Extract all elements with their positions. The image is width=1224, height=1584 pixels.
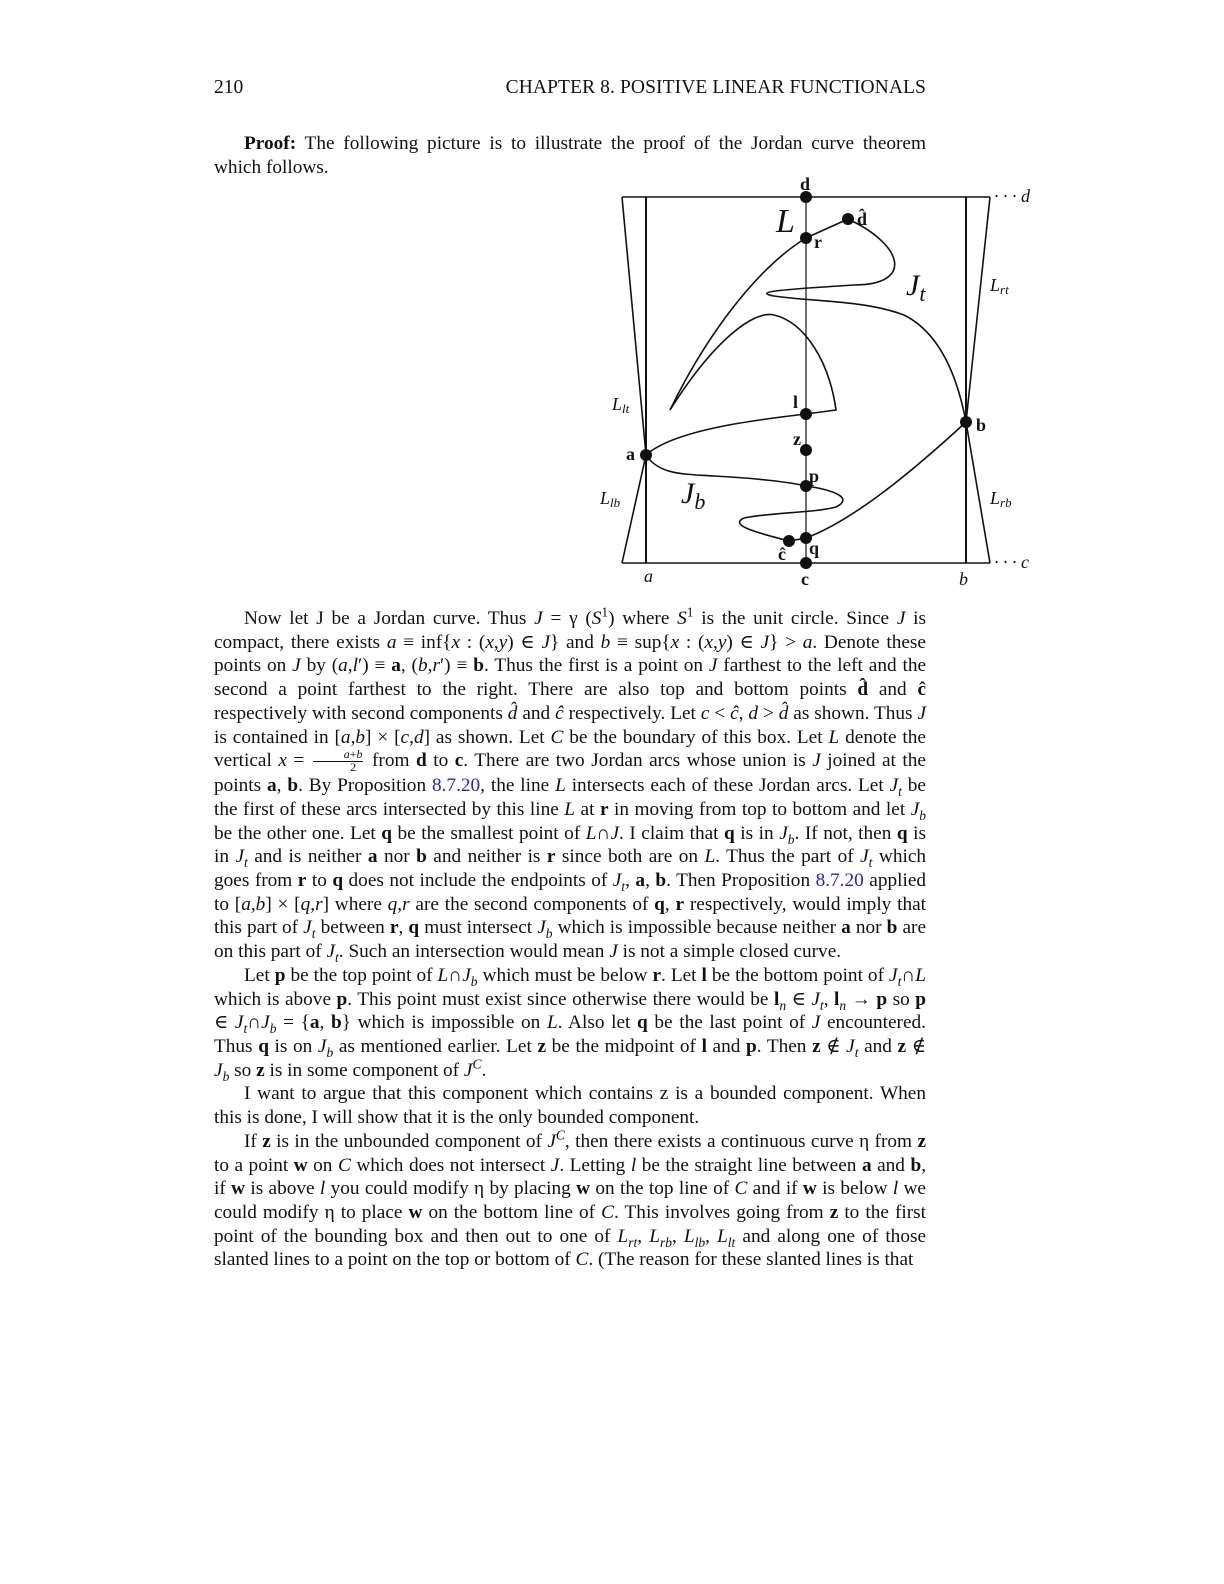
label-Jt: $J_t$ — [906, 269, 926, 306]
label-Lrt: Lrt — [990, 275, 1009, 297]
paragraph-3: I want to argue that this component which contains z is a bounded component. When this is done, I will show that it is the only bounded component. — [214, 1083, 926, 1129]
fraction: $\frac{a+b}{2}$ — [313, 749, 364, 774]
curve-Jb — [646, 414, 806, 455]
jordan-curve-figure — [384, 168, 1030, 593]
label-r: r — [814, 232, 822, 252]
paragraph-1: Now let J be a Jordan curve. Thus J = γ $(S^1)$ where $S^1$ is the unit circle. Since J is compact, there exists a ≡ inf{x : (x,y) ∈ J} and b ≡ sup{x : (x,y) ∈ J} > a. Denote these points on J by (a,l′) ≡ a, (b,r′) ≡ b. Thus the first is a point on J farthest to the left and the second a point farthest to the right. There are also top and bottom points d̂ and ĉ respectively with second components d̂ and ĉ respectively. Let c < ĉ, d > d̂ as shown. Thus J is contained in [a,b] × [c,d] as shown. Let C be the boundary of this box. Let L denote the vertical x = $\frac{a+b}{2}$ from d to c. There are two Jordan arcs whose union is J joined at the points a, b. By Proposition 8.7.20, the line L intersects each of these Jordan arcs. Let $J_t$ be the first of these arcs intersected by this line L at r in moving from top to bottom and let $J_b$ be the other one. Let q be the smallest point of L∩J. I claim that q is in $J_b$. If not, then q is in $J_t$ and is neither a nor b and neither is r since both are on L. Thus the part of $J_t$ which goes from r to q does not include the endpoints of $J_t$, a, b. Then Proposition 8.7.20 applied to [a,b] × [q,r] where q,r are the second components of q, r respectively, would imply that this part of $J_t$ between r, q must intersect $J_b$ which is impossible because neither a nor b are on this part of $J_t$. Such an intersection would mean J is not a simple closed curve. — [214, 604, 927, 966]
label-q: q — [809, 538, 820, 558]
proposition-link[interactable]: 8.7.20 — [431, 775, 481, 797]
intro-text: The following picture is to illustrate the proof of the Jordan curve theorem which follows. — [214, 133, 926, 178]
label-Llt: Llt — [612, 394, 630, 416]
label-b: b — [976, 415, 987, 435]
label-p: p — [809, 466, 820, 486]
axis-label-a: a — [644, 566, 653, 586]
label-Llb: Llb — [600, 488, 621, 510]
proof-label: Proof: — [244, 133, 297, 154]
figure-svg — [384, 168, 1030, 593]
point-b — [960, 416, 972, 428]
point-c — [800, 557, 812, 569]
point-l — [800, 408, 812, 420]
point-d-hat — [842, 213, 854, 225]
axis-label-b: b — [959, 569, 968, 589]
label-L: L — [776, 203, 795, 240]
body-text — [214, 604, 927, 1272]
label-Jb: $J_b$ — [681, 477, 706, 514]
page-number: 210 — [214, 77, 244, 98]
paragraph-2: Let p be the top point of $L\cap J_b$ which must be below r. Let l be the bottom point of $J_t\cap L$ which is above p. This point must exist since otherwise there would be $l_n$ ∈ $J_t$, $l_n \to p$ so p ∈ $J_t\cap J_b = \{a$, b} which is impossible on L. Also let q be the last point of J encountered. Thus q is on $J_b$ as mentioned earlier. Let z be the midpoint of l and p. Then z ∉ $J_t$ and z ∉ $J_b$ so z is in some component of $J^C$. — [214, 964, 927, 1084]
label-d-hat: d̂ — [857, 209, 868, 229]
label-a: a — [626, 444, 635, 464]
point-a — [640, 449, 652, 461]
point-r — [800, 232, 812, 244]
label-Lrb: Lrb — [990, 488, 1012, 510]
label-c-hat: ĉ — [778, 544, 786, 564]
point-z — [800, 444, 812, 456]
label-d: d — [800, 174, 811, 194]
label-c: c — [801, 569, 809, 589]
axis-label-d: · · · d — [994, 186, 1030, 206]
label-z: z — [793, 429, 801, 449]
proposition-link[interactable]: 8.7.20 — [815, 870, 864, 892]
paragraph-4: If z is in the unbounded component of $J^C$, then there exists a continuous curve η from z to a point w on C which does not intersect J. Letting l be the straight line between a and b, if w is above l you could modify η by placing w on the top line of C and if w is below l we could modify η to place w on the bottom line of C. This involves going from z to the first point of the bounding box and then out to one of $L_{rt}$, $L_{rb}$, $L_{lb}$, $L_{lt}$ and along one of those slanted lines to a point on the top or bottom of C. (The reason for these slanted lines is that — [214, 1127, 927, 1271]
slanted-left-line — [622, 197, 646, 563]
axis-label-c: · · · c — [994, 552, 1029, 572]
slanted-right-line — [966, 197, 990, 563]
chapter-title: CHAPTER 8. POSITIVE LINEAR FUNCTIONALS — [505, 77, 926, 98]
label-l: l — [793, 392, 799, 412]
